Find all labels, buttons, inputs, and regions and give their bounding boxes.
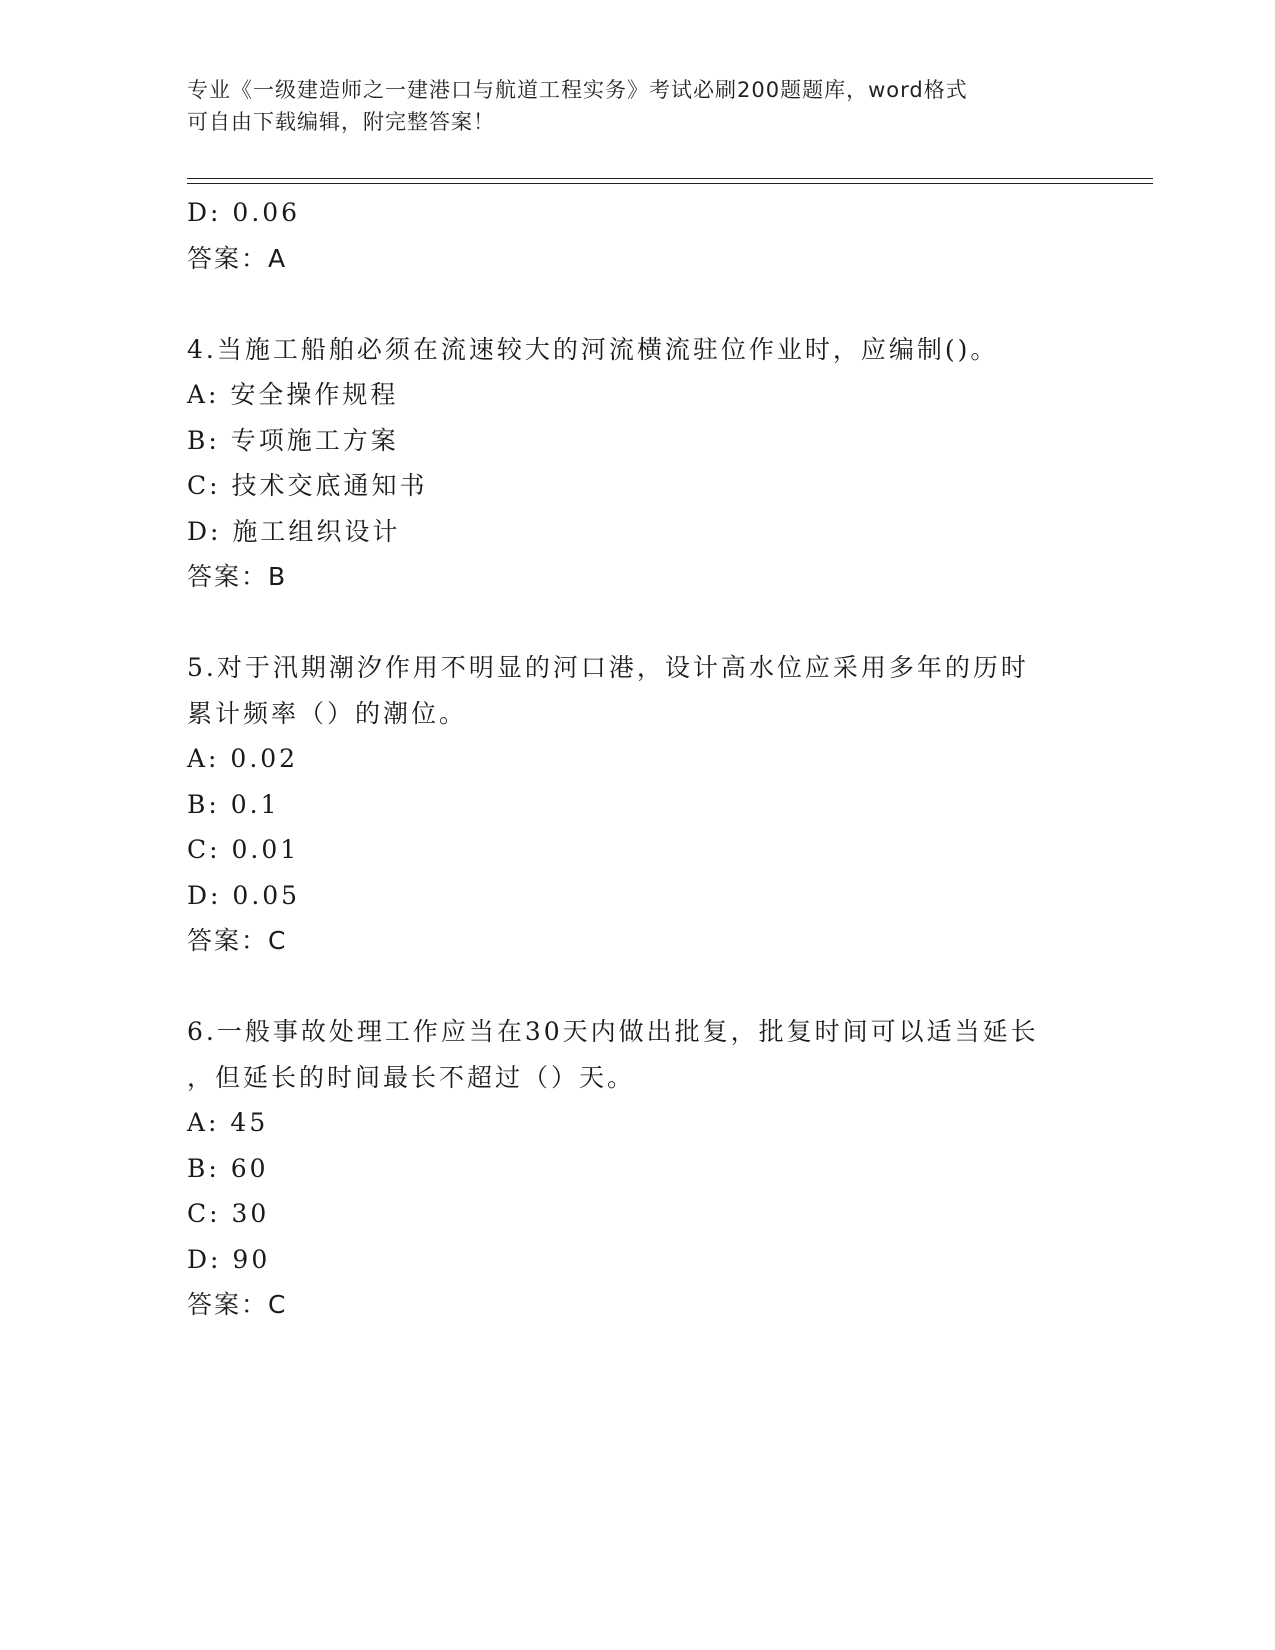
q6-option-d: D: 90 — [187, 1244, 271, 1274]
q5-option-c: C: 0.01 — [187, 835, 300, 864]
q4-stem: 4.当施工船舶必须在流速较大的河流横流驻位作业时，应编制()。 — [187, 334, 999, 364]
q6-answer: 答案：C — [187, 1290, 288, 1319]
question-4 — [187, 327, 1087, 600]
spacer — [187, 281, 1087, 327]
question-6 — [187, 1009, 1087, 1328]
q3-option-d: D: 0.06 — [187, 198, 301, 227]
q4-option-c: C: 技术交底通知书 — [187, 471, 428, 500]
question-3-tail — [187, 190, 1087, 281]
q4-option-b: B: 专项施工方案 — [187, 425, 399, 455]
spacer — [187, 600, 1087, 646]
q5-stem-line-1: 5.对于汛期潮汐作用不明显的河口港，设计高水位应采用多年的历时 — [187, 653, 1029, 682]
q6-stem-line-2: ，但延长的时间最长不超过（）天。 — [187, 1062, 636, 1092]
question-list — [187, 190, 1087, 1328]
q5-option-a: A: 0.02 — [187, 744, 299, 773]
q6-stem-line-1: 6.一般事故处理工作应当在30天内做出批复，批复时间可以适当延长 — [187, 1017, 1039, 1046]
header-line-1: 专业《一级建造师之一建港口与航道工程实务》考试必刷200题题库，word格式 — [187, 78, 968, 102]
q5-option-b: B: 0.1 — [187, 789, 280, 819]
q4-option-a: A: 安全操作规程 — [187, 380, 399, 409]
document-header — [187, 74, 1067, 138]
q6-option-c: C: 30 — [187, 1199, 270, 1228]
q5-answer: 答案：C — [187, 926, 288, 955]
question-5 — [187, 645, 1087, 964]
q6-option-a: A: 45 — [187, 1108, 269, 1137]
q4-answer: 答案：B — [187, 562, 288, 591]
q5-option-d: D: 0.05 — [187, 880, 301, 910]
spacer — [187, 964, 1087, 1010]
header-divider-bottom — [187, 183, 1153, 184]
q6-option-b: B: 60 — [187, 1153, 269, 1183]
header-line-2: 可自由下载编辑，附完整答案！ — [187, 110, 495, 134]
q5-stem-line-2: 累计频率（）的潮位。 — [187, 698, 468, 728]
q4-option-d: D: 施工组织设计 — [187, 516, 401, 546]
q3-answer: 答案：A — [187, 243, 288, 273]
header-divider-top — [187, 178, 1153, 179]
